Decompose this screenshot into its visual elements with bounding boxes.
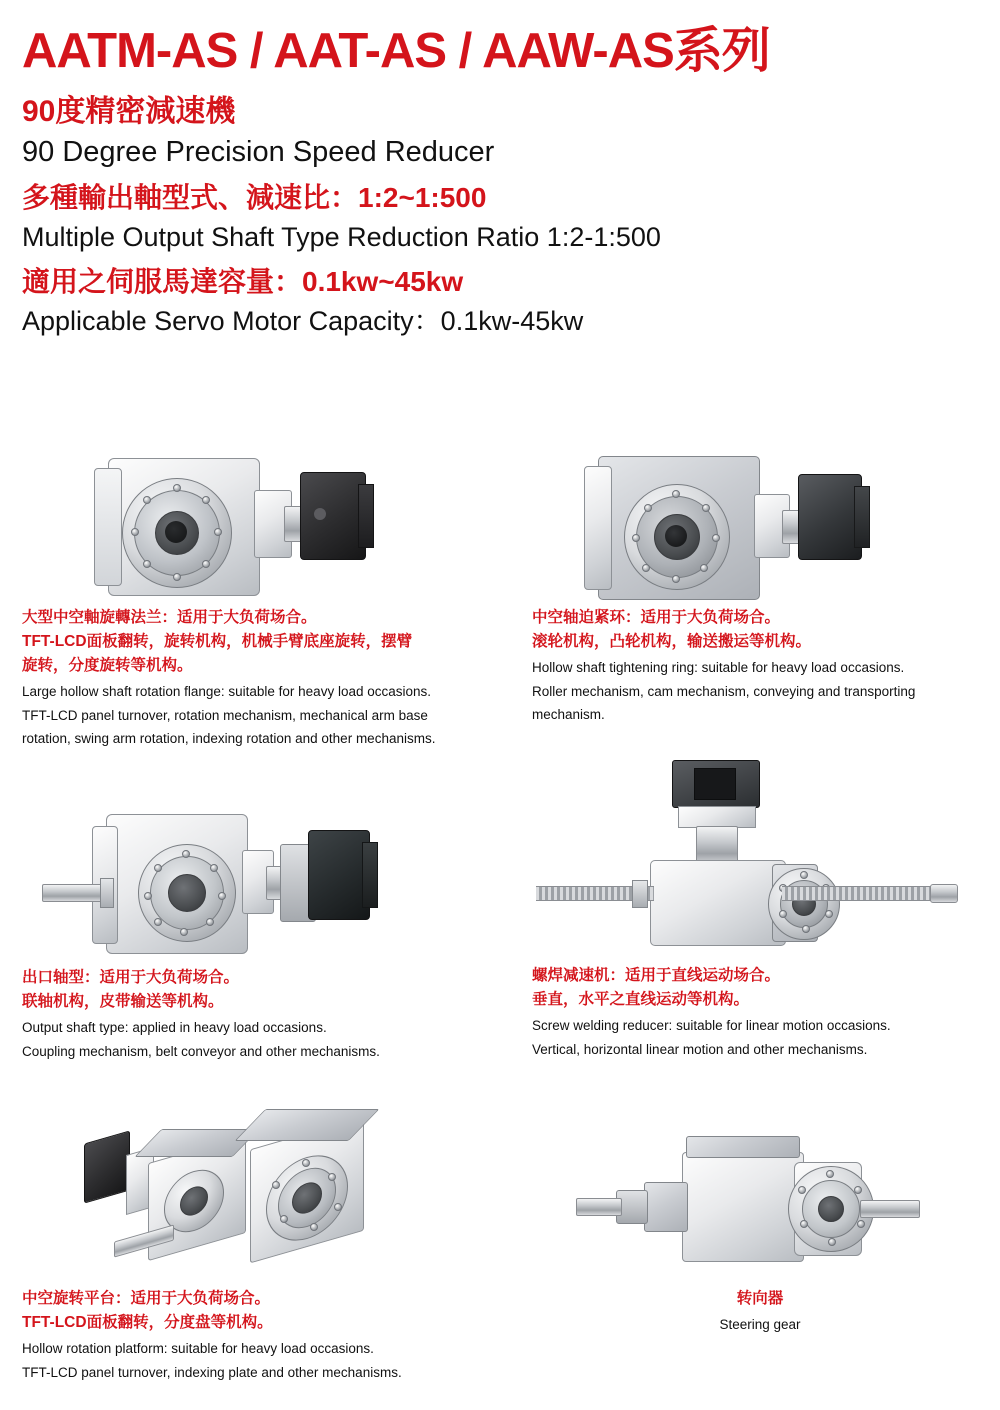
- caption-cn-line1: 转向器: [736, 1290, 784, 1307]
- caption-en-line1: Output shaft type: applied in heavy load occasions.: [22, 1020, 327, 1036]
- caption-en-line2: Coupling mechanism, belt conveyor and other mechanisms.: [22, 1043, 380, 1059]
- subtitle-chinese: 90度精密減速機: [22, 95, 236, 129]
- caption-cn-line2: 联轴机构，皮带输送等机构。: [22, 993, 224, 1011]
- caption-en-line1: Screw welding reducer: suitable for linear motion occasions.: [532, 1018, 891, 1034]
- spec-capacity-english: Applicable Servo Motor Capacity：0.1kw-45kw: [22, 305, 584, 336]
- caption-steering-gear: [560, 1287, 960, 1335]
- caption-large-hollow-shaft-rotation-flange: [22, 606, 492, 749]
- caption-en-line3: mechanism.: [532, 707, 605, 723]
- product-block-hollow-rotation-platform: [22, 1115, 492, 1382]
- caption-en-line1: Hollow shaft tightening ring: suitable for heavy load occasions.: [532, 660, 905, 676]
- caption-en-line3: rotation, swing arm rotation, indexing rotation and other mechanisms.: [22, 731, 436, 747]
- product-block-output-shaft-type: [22, 800, 492, 1061]
- product-image-output-shaft-type: [22, 800, 492, 960]
- caption-cn-line2: TFT-LCD面板翻转，分度盘等机构。: [22, 1314, 273, 1332]
- caption-cn-line1: 螺焊减速机：适用于直线运动场合。: [532, 967, 781, 984]
- caption-en-line1: Large hollow shaft rotation flange: suitable for heavy load occasions.: [22, 684, 432, 700]
- caption-cn-line1: 大型中空軸旋轉法兰：适用于大负荷场合。: [22, 609, 317, 626]
- caption-hollow-shaft-tightening-ring: [532, 606, 982, 725]
- product-block-large-hollow-shaft-rotation-flange: [22, 440, 492, 749]
- product-block-screw-welding-reducer: [532, 760, 982, 1059]
- caption-screw-welding-reducer: [532, 964, 982, 1059]
- caption-en-line1: Hollow rotation platform: suitable for heavy load occasions.: [22, 1341, 374, 1357]
- page-header: [22, 26, 978, 337]
- caption-en-line2: Roller mechanism, cam mechanism, conveying and transporting: [532, 683, 916, 699]
- caption-output-shaft-type: [22, 966, 492, 1061]
- caption-hollow-rotation-platform: [22, 1287, 492, 1382]
- product-image-large-hollow-shaft-rotation-flange: [22, 440, 492, 600]
- caption-cn-line1: 出口轴型：适用于大负荷场合。: [22, 969, 240, 986]
- caption-cn-line1: 中空轴迫紧环：适用于大负荷场合。: [532, 609, 781, 626]
- caption-cn-line2: TFT-LCD面板翻转，旋转机构，机械手臂底座旋转，摆臂: [22, 633, 413, 651]
- product-block-hollow-shaft-tightening-ring: [532, 440, 982, 725]
- product-block-steering-gear: [560, 1120, 960, 1335]
- subtitle-english: 90 Degree Precision Speed Reducer: [22, 135, 495, 168]
- spec-capacity-chinese: 適用之伺服馬達容量：0.1kw~45kw: [22, 266, 464, 298]
- caption-en-line2: Vertical, horizontal linear motion and other mechanisms.: [532, 1041, 868, 1057]
- caption-cn-line2: 垂直，水平之直线运动等机构。: [532, 991, 750, 1009]
- caption-cn-line1: 中空旋转平台：适用于大负荷场合。: [22, 1290, 271, 1307]
- page-title: AATM-AS / AAT-AS / AAW-AS系列: [22, 24, 770, 78]
- caption-en-line2: TFT-LCD panel turnover, indexing plate and other mechanisms.: [22, 1364, 402, 1380]
- spec-ratio-english: Multiple Output Shaft Type Reduction Ratio 1:2-1:500: [22, 221, 661, 252]
- product-image-screw-welding-reducer: [532, 760, 982, 960]
- product-image-steering-gear: [560, 1120, 960, 1285]
- caption-cn-line2: 滚轮机构，凸轮机构，输送搬运等机构。: [532, 633, 812, 651]
- spec-ratio-chinese: 多種輸出軸型式、減速比：1:2~1:500: [22, 182, 487, 214]
- caption-en-line1: Steering gear: [719, 1317, 801, 1333]
- caption-en-line2: TFT-LCD panel turnover, rotation mechanism, mechanical arm base: [22, 707, 428, 723]
- product-image-hollow-rotation-platform: [22, 1115, 492, 1285]
- product-image-hollow-shaft-tightening-ring: [532, 440, 982, 600]
- caption-cn-line3: 旋转，分度旋转等机构。: [22, 657, 193, 675]
